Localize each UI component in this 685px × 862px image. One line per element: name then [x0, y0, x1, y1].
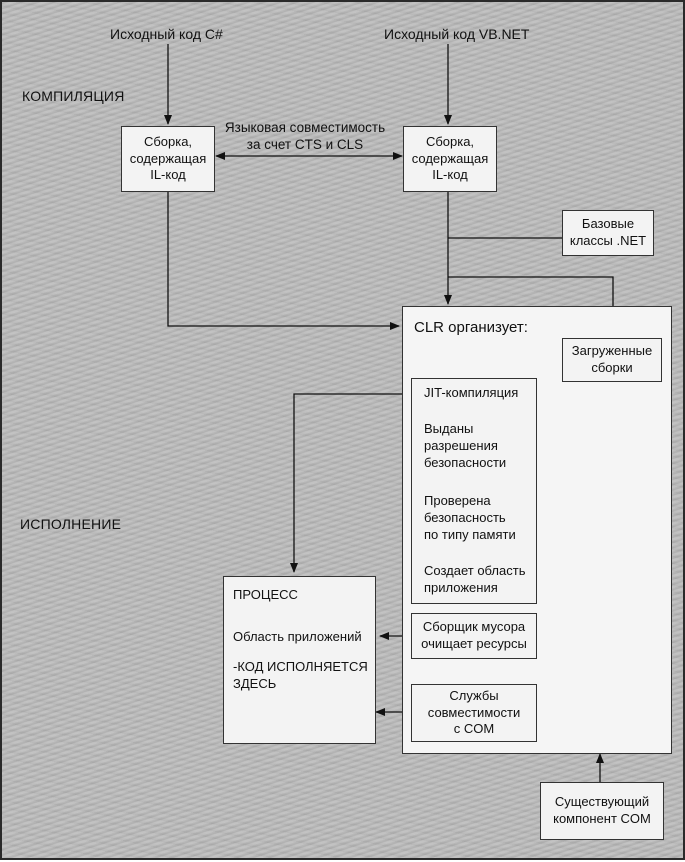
existing-com-line: компонент COM: [553, 811, 651, 826]
step-type-safety-line: Проверена: [424, 493, 491, 508]
assembly-right-line: содержащая: [411, 150, 489, 166]
step-type-safety-line: безопасность: [424, 509, 506, 525]
clr-steps-column: [411, 378, 537, 604]
com-services-line: с COM: [453, 721, 495, 737]
base-classes-box: [562, 210, 654, 256]
arrow-left-assembly-to-clr: [168, 192, 399, 326]
assembly-right-line: Сборка,: [425, 133, 475, 149]
section-compilation: КОМПИЛЯЦИЯ: [22, 88, 125, 104]
interop-label: [215, 120, 395, 154]
assembly-right-line: IL-код: [432, 167, 468, 183]
step-permissions-line: безопасности: [424, 454, 507, 470]
step-permissions-line: разрешения: [424, 437, 498, 453]
step-permissions-line: Выданы: [424, 421, 474, 436]
process-code-line: -КОД ИСПОЛНЯЕТСЯ: [233, 659, 368, 674]
process-box: [223, 576, 376, 744]
step-app-domain: [424, 563, 525, 597]
step-type-safety: [424, 493, 516, 544]
process-title: ПРОЦЕСС: [233, 587, 298, 602]
garbage-collector-line: очищает ресурсы: [421, 636, 527, 651]
assembly-left-line: IL-код: [150, 167, 186, 183]
garbage-collector-box: [411, 613, 537, 659]
arrow-jit-to-process: [294, 394, 411, 572]
com-services-line: Службы: [449, 687, 499, 703]
section-execution: ИСПОЛНЕНИЕ: [20, 516, 122, 532]
step-app-domain-line: приложения: [424, 579, 498, 595]
step-permissions: [424, 421, 506, 472]
step-jit: [424, 385, 518, 402]
base-classes-line: Базовые: [581, 216, 635, 232]
process-code: [233, 659, 368, 693]
assembly-right: [403, 126, 497, 192]
process-code-line: ЗДЕСЬ: [233, 675, 277, 691]
step-app-domain-line: Создает область: [424, 563, 526, 578]
loaded-assemblies-line: сборки: [591, 360, 633, 375]
interop-label-line: Языковая совместимость: [224, 120, 386, 135]
clr-title: CLR организует:: [414, 319, 528, 336]
source-vbnet: Исходный код VB.NET: [384, 26, 530, 42]
step-jit-line: JIT-компиляция: [424, 385, 519, 400]
source-csharp: Исходный код C#: [110, 26, 223, 42]
com-services-line: совместимости: [427, 704, 521, 720]
base-classes-line: классы .NET: [569, 233, 647, 248]
garbage-collector-line: Сборщик мусора: [422, 619, 526, 635]
loaded-assemblies-box: [562, 338, 662, 382]
loaded-assemblies-line: Загруженные: [571, 343, 653, 359]
assembly-left-line: Сборка,: [143, 133, 193, 149]
assembly-left: [121, 126, 215, 192]
existing-com-box: [540, 782, 664, 840]
step-type-safety-line: по типу памяти: [424, 526, 516, 542]
assembly-left-line: содержащая: [129, 150, 207, 166]
com-services-box: [411, 684, 537, 742]
interop-label-line: за счет CTS и CLS: [246, 136, 364, 152]
process-app-domain: Область приложений: [233, 629, 362, 644]
existing-com-line: Существующий: [554, 794, 650, 810]
